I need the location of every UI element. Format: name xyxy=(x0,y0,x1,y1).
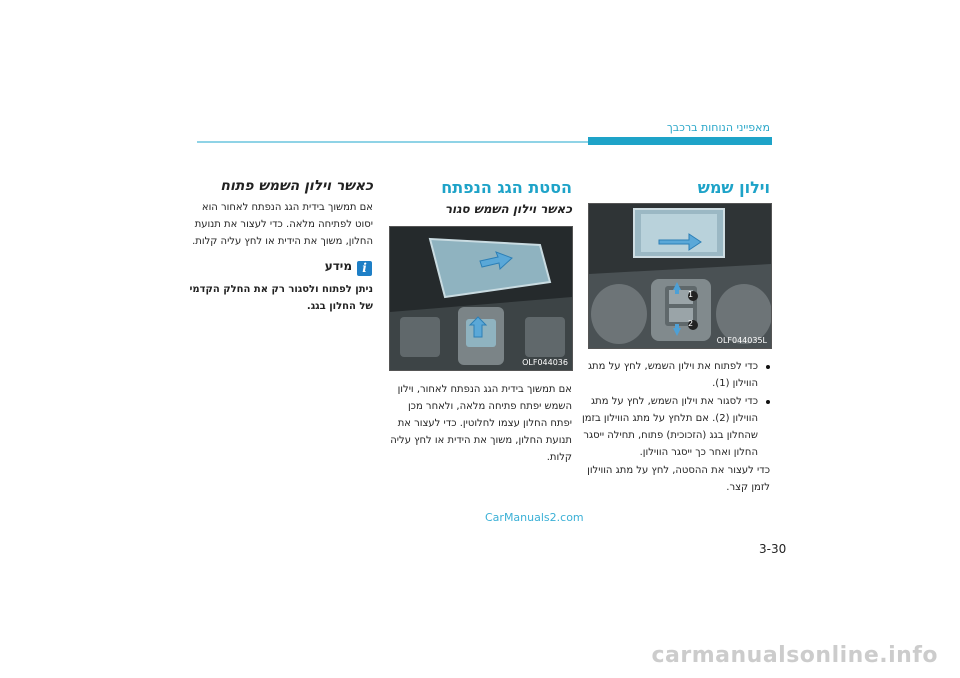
right-column-title: וילון שמש xyxy=(697,178,770,197)
middle-column-title: הסטת הגג הנפתח xyxy=(441,178,572,197)
info-title: מידע xyxy=(324,259,352,273)
info-icon: i xyxy=(357,261,372,276)
image-code: OLF044036 xyxy=(522,358,568,367)
section-header: מאפייני הנוחות ברכבך xyxy=(666,121,770,134)
middle-column-subtitle: כאשר וילון השמש סגור xyxy=(444,202,572,216)
callout-2: 2 xyxy=(688,319,694,328)
sunroof-slide-image xyxy=(389,226,573,371)
right-column-body xyxy=(580,358,770,496)
left-column-body: אם תמשוך בידית הגג הנפתח לאחור הוא יסוט לפתיחה מלאה. כדי לעצור את תנועת החלון, משוך את הידית או לחץ עליה קלות. xyxy=(192,202,373,247)
bullet-open: כדי לפתוח את וילון השמש, לחץ על מתג הווילון (1). xyxy=(580,358,770,392)
page-number: 3-30 xyxy=(759,542,787,556)
bullet-close: כדי לסגור את וילון השמש, לחץ על מתג הווילון (2). אם תלחץ על מתג הווילון בזמן שהחלון בגג (הזכוכית) פתוח, תחילה ייסגר החלון ואחר כך ייסגר הווילון. xyxy=(580,393,770,461)
info-text: ניתן לפתוח ולסגור רק את החלק הקדמי של החלון בגג. xyxy=(189,284,373,312)
image-code: OLF044035L xyxy=(716,336,767,345)
left-column-title: כאשר וילון השמש פתוח xyxy=(220,178,373,194)
footer-logo: carmanualsonline.info xyxy=(651,643,938,668)
watermark: CarManuals2.com xyxy=(485,511,584,524)
header-accent-bar xyxy=(588,137,772,145)
middle-column-body: אם תמשוך בידית הגג הנפתח לאחור, וילון השמש יפתח פתיחה מלאה, ולאחר מכן יפתח החלון עצמו לחלוטין. כדי לעצור את תנועת החלון, משוך את הידית או לחץ עליה קלות. xyxy=(390,384,572,463)
callout-1: 1 xyxy=(688,290,694,299)
sunshade-switch-image xyxy=(588,203,772,349)
stop-paragraph: כדי לעצור את ההסטה, לחץ על מתג הווילון לזמן קצר. xyxy=(587,465,770,493)
